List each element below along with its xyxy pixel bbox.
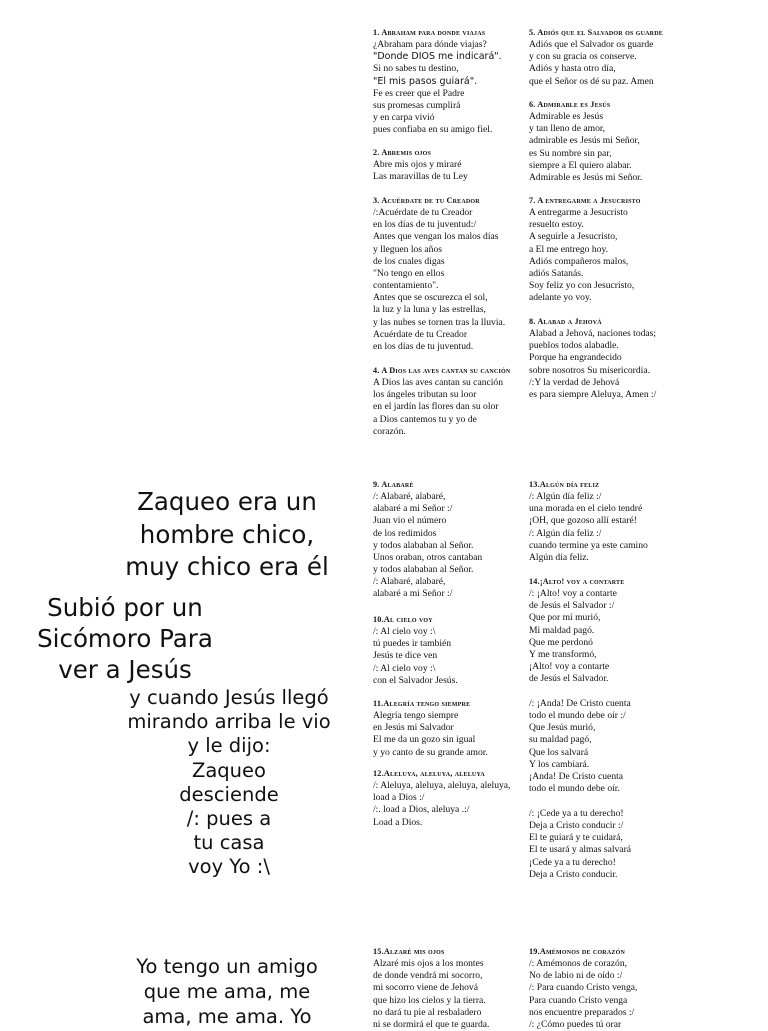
song-block	[529, 808, 687, 881]
song-line: /: Algún día feliz :/	[529, 491, 602, 503]
song-line: Antes que se oscurezca el sol,	[373, 292, 488, 304]
song-line: /: Algún día feliz :/	[529, 527, 602, 539]
song-block	[529, 195, 687, 304]
song-line: /: Alabaré, alabaré,	[373, 576, 446, 588]
song-line: El te guiará y te cuidará,	[529, 832, 623, 844]
song-block	[373, 946, 531, 1031]
lyrics-zaqueo-part3: y cuando Jesús llegó mirando arriba le vio y le dijo: Zaqueo desciende /: pues a tu casa voy Yo :\	[127, 686, 331, 879]
song-title: 11.Alegría tengo siempre	[373, 699, 471, 708]
song-line: A Dios las aves cantan su canción	[373, 377, 504, 389]
song-line: /: Aleluya, aleluya, aleluya, aleluya,	[373, 780, 511, 792]
song-block	[373, 614, 531, 687]
song-line: contentamiento".	[373, 280, 439, 292]
song-line: ¡Anda! De Cristo cuenta	[529, 770, 624, 782]
song-line: alabaré a mi Señor :/	[373, 503, 453, 515]
song-line: resuelto estoy.	[529, 219, 584, 231]
song-line: Fe es creer que el Padre	[373, 87, 465, 99]
song-line: /:Acuérdate de tu Creador	[373, 207, 473, 219]
lyrics-yo-tengo-un-amigo: Yo tengo un amigo que me ama, me ama, me ama. Yo	[136, 955, 318, 1028]
song-line: de donde vendrá mi socorro,	[373, 970, 483, 982]
song-block	[529, 316, 687, 401]
song-line: de Jesús el Salvador :/	[529, 600, 615, 612]
song-line: de los cuales digas	[373, 255, 445, 267]
song-line: Mi maldad pagó.	[529, 624, 595, 636]
song-title: 1. Abraham para donde viajas	[373, 28, 486, 37]
song-line: es para siempre Aleluya, Amen :/	[529, 388, 657, 400]
song-line: load a Dios :/	[373, 792, 425, 804]
song-line: admirable es Jesús mi Señor,	[529, 135, 640, 147]
song-line: ¡Alto! voy a contarte	[529, 661, 610, 673]
song-line: de los redimidos	[373, 527, 437, 539]
song-line: adiós Satanás.	[529, 267, 584, 279]
song-line: Alegría tengo siempre	[373, 710, 459, 722]
song-line: ¡Cede ya a tu derecho!	[529, 856, 616, 868]
song-title: 9. Alabaré	[373, 480, 414, 489]
song-line: Y me transformó,	[529, 648, 597, 660]
song-line: y con su gracia os conserve.	[529, 51, 637, 63]
song-line: y tan lleno de amor,	[529, 123, 606, 135]
song-line: los ángeles tributan su loor	[373, 389, 477, 401]
song-line: cuando termine ya este camino	[529, 539, 648, 551]
song-title: 8. Alabad a Jehová	[529, 317, 602, 326]
song-block	[373, 27, 531, 136]
song-line: /: Amémonos de corazón,	[529, 958, 628, 970]
song-line: Acuérdate de tu Creador	[373, 328, 468, 340]
song-line: corazón.	[373, 425, 406, 437]
song-line: siempre a El quiero alabar.	[529, 159, 632, 171]
song-block	[529, 576, 687, 685]
song-line: /: ¡Cede ya a tu derecho!	[529, 808, 624, 819]
song-line: Algún día feliz.	[529, 551, 589, 563]
song-title: 3. Acuérdate de tu Creador	[373, 196, 480, 205]
song-line: Que por mí murió,	[529, 612, 601, 624]
song-title: 19.Amémonos de corazón	[529, 947, 625, 956]
song-line: Alzaré mis ojos a los montes	[373, 958, 484, 970]
song-line: Alabad a Jehová, naciones todas;	[529, 328, 657, 340]
song-line: todo el mundo debe oír :/	[529, 710, 626, 722]
song-block	[529, 99, 687, 184]
song-block	[373, 479, 531, 601]
lyrics-zaqueo-part2: Subió por un Sicómoro Para ver a Jesús	[37, 593, 213, 684]
song-line: El te usará y almas salvará	[529, 844, 632, 856]
song-line: es Su nombre sin par,	[529, 147, 612, 159]
song-line: a El me entrego hoy.	[529, 243, 609, 255]
song-line: y en carpa vivió	[373, 112, 435, 124]
song-line: la luz y la luna y las estrellas,	[373, 304, 486, 316]
song-line: Load a Dios.	[373, 816, 423, 828]
song-line: "No tengo en ellos	[373, 267, 445, 279]
song-line: y las nubes se tornen tras la lluvia.	[373, 316, 506, 328]
song-line: alabaré a mi Señor :/	[373, 588, 453, 600]
song-line: ¡OH, que gozoso allí estaré!	[529, 515, 637, 527]
song-line: /: Al cielo voy :\	[373, 662, 436, 674]
song-line: Adiós que el Salvador os guarde	[529, 39, 654, 51]
song-title: 13.Algún día feliz	[529, 480, 600, 489]
song-block	[373, 147, 531, 183]
song-line: Adiós compañeros malos,	[529, 255, 629, 267]
song-line: A entregarme a Jesucristo	[529, 207, 628, 219]
song-line: A seguirle a Jesucristo,	[529, 231, 618, 243]
song-line: /: ¡Anda! De Cristo cuenta	[529, 698, 631, 709]
song-line: y todos alababan al Señor.	[373, 564, 474, 576]
song-line: No de labio ni de oído :/	[529, 970, 623, 982]
song-line: a Dios cantemos tu y yo de	[373, 413, 477, 425]
song-line: Porque ha engrandecido	[529, 352, 622, 364]
song-line: Abre mis ojos y miraré	[373, 159, 462, 171]
song-line: Que Jesús murió,	[529, 722, 596, 734]
song-block	[373, 365, 531, 438]
song-line: en el jardín las flores dan su olor	[373, 401, 499, 413]
lyrics-zaqueo-part1: Zaqueo era un hombre chico, muy chico era él	[125, 487, 329, 581]
song-block	[373, 768, 531, 829]
song-block	[373, 698, 531, 759]
song-line: Deja a Cristo conducir.	[529, 868, 618, 880]
song-line: "El mis pasos guiará".	[373, 75, 478, 87]
song-title: 2. Abremis ojos	[373, 148, 432, 157]
song-line: y todos alababan al Señor.	[373, 539, 474, 551]
song-line: Deja a Cristo conducir :/	[529, 820, 624, 832]
song-line: Admirable es Jesús	[529, 111, 604, 123]
song-title: 7. A entregarme a Jesucristo	[529, 196, 641, 205]
song-line: tú puedes ir también	[373, 638, 452, 650]
song-line: Admirable es Jesús mi Señor.	[529, 171, 643, 183]
song-line: una morada en el cielo tendré	[529, 503, 643, 515]
song-line: en los días de tu juventud.	[373, 340, 474, 352]
song-line: sobre nosotros Su misericordia.	[529, 364, 650, 376]
song-line: pueblos todos alabadle.	[529, 340, 619, 352]
song-line: de Jesús el Salvador.	[529, 673, 609, 685]
song-line: que hizo los cielos y la tierra.	[373, 994, 486, 1006]
song-line: "Donde DIOS me indicará".	[373, 51, 502, 63]
song-block	[529, 479, 687, 564]
song-line: ni se dormirá el que te guarda.	[373, 1018, 490, 1030]
song-line: Soy feliz yo con Jesucristo,	[529, 280, 635, 292]
song-line: en Jesús mi Salvador	[373, 722, 454, 734]
song-line: pues confiaba en su amigo fiel.	[373, 124, 493, 136]
song-line: adelante yo voy.	[529, 292, 592, 304]
song-block	[529, 27, 687, 88]
song-line: que el Señor os dé su paz. Amen	[529, 75, 654, 87]
song-line: Que los salvará	[529, 746, 589, 758]
song-line: sus promesas cumplirá	[373, 99, 461, 111]
song-line: Jesús te dice ven	[373, 650, 438, 662]
song-line: no dará tu pie al resbaladero	[373, 1006, 482, 1018]
song-line: su maldad pagó,	[529, 734, 592, 746]
song-line: /:. load a Dios, aleluya .:/	[373, 804, 470, 816]
song-block	[373, 195, 531, 353]
song-line: Si no sabes tu destino,	[373, 63, 459, 75]
song-block	[529, 698, 687, 795]
song-line: /:Y la verdad de Jehová	[529, 376, 620, 388]
song-line: Que me perdonó	[529, 636, 593, 648]
song-line: /: ¿Cómo puedes tú orar	[529, 1018, 622, 1030]
song-line: Adiós y hasta otro día,	[529, 63, 616, 75]
song-line: Y los cambiará.	[529, 758, 590, 770]
song-line: todo el mundo debe oír.	[529, 783, 620, 795]
song-line: /: Alabaré, alabaré,	[373, 491, 446, 503]
song-title: 12.Aleluya, aleluya, aleluya	[373, 769, 485, 778]
song-line: El me da un gozo sin igual	[373, 734, 476, 746]
song-line: Para cuando Cristo venga	[529, 994, 628, 1006]
song-line: Unos oraban, otros cantaban	[373, 551, 483, 563]
song-line: mi socorro viene de Jehová	[373, 982, 478, 994]
song-line: en los días de tu juventud:/	[373, 219, 477, 231]
song-line: Antes que vengan los malos días	[373, 231, 499, 243]
song-line: /: ¡Alto! voy a contarte	[529, 588, 617, 600]
song-line: Las maravillas de tu Ley	[373, 171, 468, 183]
song-title: 6. Admirable es Jesús	[529, 100, 611, 109]
song-title: 4. A Dios las aves cantan su canción	[373, 366, 511, 375]
song-title: 5. Adiós que el Salvador os guarde	[529, 28, 663, 37]
song-line: con el Salvador Jesús.	[373, 674, 458, 686]
song-line: Juan vio el número	[373, 515, 447, 527]
song-line: /: Al cielo voy :\	[373, 626, 436, 638]
song-title: 15.Alzaré mis ojos	[373, 947, 445, 956]
song-line: /: Para cuando Cristo venga,	[529, 982, 638, 994]
song-line: ¿Abraham para dónde viajas?	[373, 39, 487, 51]
song-block	[529, 946, 687, 1031]
song-title: 14.¡Alto! voy a contarte	[529, 577, 625, 586]
song-title: 10.Al cielo voy	[373, 615, 433, 624]
song-line: y yo canto de su grande amor.	[373, 746, 488, 758]
song-line: y lleguen los años	[373, 243, 443, 255]
song-line: nos encuentre preparados :/	[529, 1006, 635, 1018]
